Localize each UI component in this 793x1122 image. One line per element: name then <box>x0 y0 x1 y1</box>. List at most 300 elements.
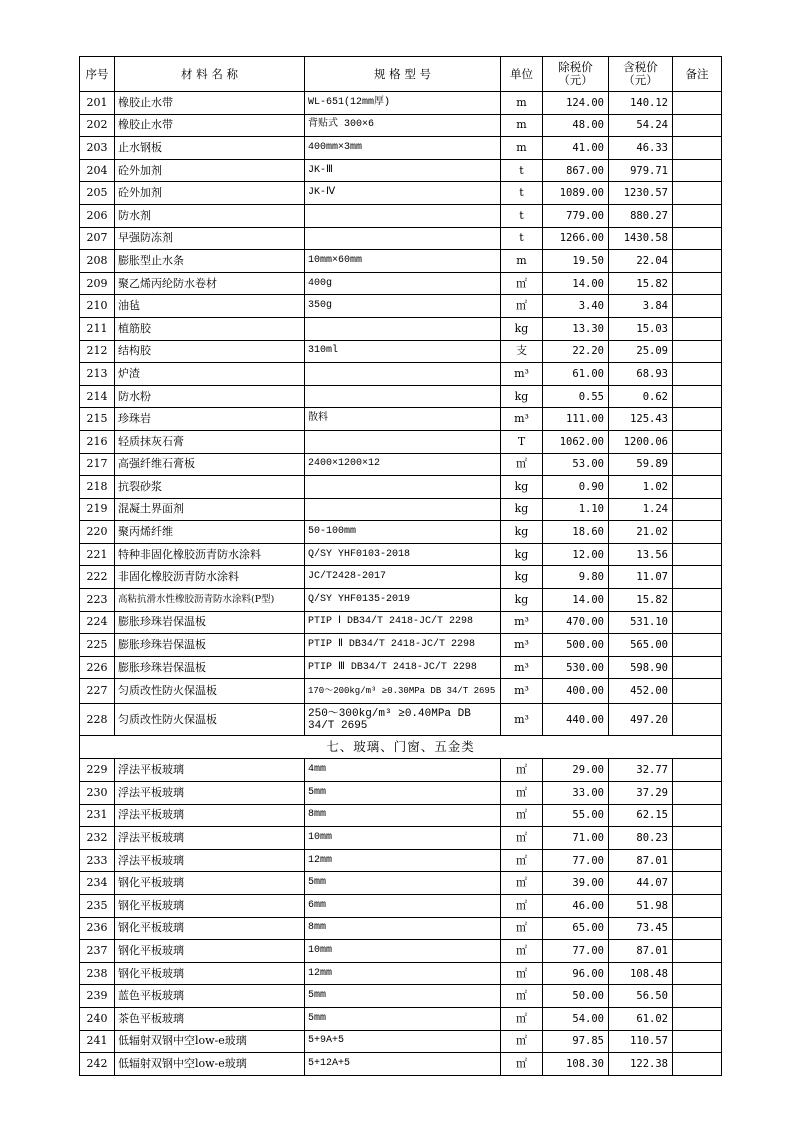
price-inc-tax-cell: 122.38 <box>609 1053 673 1076</box>
note-cell <box>673 476 722 499</box>
spec-model-cell: 5mm <box>305 1007 501 1030</box>
spec-model-cell: 8mm <box>305 804 501 827</box>
note-cell <box>673 543 722 566</box>
note-cell <box>673 1053 722 1076</box>
material-name-cell: 浮法平板玻璃 <box>115 759 305 782</box>
unit-cell: t <box>501 204 543 227</box>
price-ex-tax-cell: 14.00 <box>543 589 609 612</box>
row-number-cell: 240 <box>80 1007 115 1030</box>
price-inc-tax-cell: 51.98 <box>609 895 673 918</box>
price-ex-tax-cell: 41.00 <box>543 137 609 160</box>
spec-model-cell <box>305 498 501 521</box>
price-table <box>79 56 722 1076</box>
header-seq: 序号 <box>80 57 115 92</box>
spec-model-cell: 12mm <box>305 962 501 985</box>
material-name-cell: 钢化平板玻璃 <box>115 872 305 895</box>
table-row <box>80 827 722 850</box>
row-number-cell: 203 <box>80 137 115 160</box>
price-inc-tax-cell: 54.24 <box>609 114 673 137</box>
unit-cell: ㎡ <box>501 272 543 295</box>
unit-cell: kg <box>501 385 543 408</box>
price-inc-tax-cell: 598.90 <box>609 656 673 679</box>
note-cell <box>673 521 722 544</box>
spec-model-cell: Q/SY YHF0135-2019 <box>305 589 501 612</box>
price-inc-tax-cell: 56.50 <box>609 985 673 1008</box>
note-cell <box>673 827 722 850</box>
table-row <box>80 917 722 940</box>
material-name-cell: 轻质抹灰石膏 <box>115 430 305 453</box>
row-number-cell: 228 <box>80 704 115 736</box>
note-cell <box>673 759 722 782</box>
unit-cell: m³ <box>501 634 543 657</box>
material-name-cell: 砼外加剂 <box>115 182 305 205</box>
unit-cell: kg <box>501 476 543 499</box>
note-cell <box>673 227 722 250</box>
section-row <box>80 736 722 759</box>
unit-cell: ㎡ <box>501 940 543 963</box>
price-ex-tax-cell: 0.55 <box>543 385 609 408</box>
material-name-cell: 炉渣 <box>115 363 305 386</box>
spec-model-cell: 250～300kg/m³ ≥0.40MPa DB 34/T 2695 <box>305 704 501 736</box>
spec-model-cell: 50-100mm <box>305 521 501 544</box>
section-title: 七、玻璃、门窗、五金类 <box>80 736 722 759</box>
price-ex-tax-cell: 39.00 <box>543 872 609 895</box>
unit-cell: ㎡ <box>501 1030 543 1053</box>
unit-cell: ㎡ <box>501 849 543 872</box>
unit-cell: t <box>501 159 543 182</box>
price-ex-tax-cell: 46.00 <box>543 895 609 918</box>
material-name-cell: 混凝土界面剂 <box>115 498 305 521</box>
material-name-cell: 膨胀型止水条 <box>115 250 305 273</box>
price-inc-tax-cell: 3.84 <box>609 295 673 318</box>
price-ex-tax-cell: 1062.00 <box>543 430 609 453</box>
row-number-cell: 236 <box>80 917 115 940</box>
material-name-cell: 抗裂砂浆 <box>115 476 305 499</box>
price-ex-tax-cell: 19.50 <box>543 250 609 273</box>
table-row <box>80 940 722 963</box>
note-cell <box>673 679 722 704</box>
spec-model-cell: 350g <box>305 295 501 318</box>
row-number-cell: 219 <box>80 498 115 521</box>
row-number-cell: 216 <box>80 430 115 453</box>
table-row <box>80 92 722 115</box>
row-number-cell: 231 <box>80 804 115 827</box>
spec-model-cell: 310ml <box>305 340 501 363</box>
unit-cell: ㎡ <box>501 295 543 318</box>
row-number-cell: 232 <box>80 827 115 850</box>
table-row <box>80 295 722 318</box>
unit-cell: ㎡ <box>501 985 543 1008</box>
price-ex-tax-cell: 500.00 <box>543 634 609 657</box>
price-ex-tax-cell: 1266.00 <box>543 227 609 250</box>
material-name-cell: 低辐射双钢中空low-e玻璃 <box>115 1053 305 1076</box>
table-row <box>80 385 722 408</box>
header-row <box>80 57 722 92</box>
row-number-cell: 209 <box>80 272 115 295</box>
row-number-cell: 205 <box>80 182 115 205</box>
header-price-inc-tax-line2: （元） <box>623 73 658 87</box>
note-cell <box>673 250 722 273</box>
unit-cell: ㎡ <box>501 1053 543 1076</box>
header-price-ex-tax-line2: （元） <box>558 73 593 87</box>
note-cell <box>673 895 722 918</box>
note-cell <box>673 985 722 1008</box>
material-name-cell: 匀质改性防火保温板 <box>115 704 305 736</box>
spec-model-cell: PTIP Ⅱ DB34/T 2418-JC/T 2298 <box>305 634 501 657</box>
row-number-cell: 212 <box>80 340 115 363</box>
unit-cell: m³ <box>501 704 543 736</box>
note-cell <box>673 114 722 137</box>
row-number-cell: 241 <box>80 1030 115 1053</box>
row-number-cell: 211 <box>80 317 115 340</box>
spec-model-cell: JK-Ⅳ <box>305 182 501 205</box>
table-row <box>80 543 722 566</box>
price-ex-tax-cell: 71.00 <box>543 827 609 850</box>
price-ex-tax-cell: 12.00 <box>543 543 609 566</box>
price-ex-tax-cell: 440.00 <box>543 704 609 736</box>
table-row <box>80 227 722 250</box>
unit-cell: kg <box>501 589 543 612</box>
row-number-cell: 218 <box>80 476 115 499</box>
price-inc-tax-cell: 80.23 <box>609 827 673 850</box>
spec-model-cell <box>305 476 501 499</box>
note-cell <box>673 137 722 160</box>
row-number-cell: 221 <box>80 543 115 566</box>
price-inc-tax-cell: 11.07 <box>609 566 673 589</box>
note-cell <box>673 430 722 453</box>
row-number-cell: 202 <box>80 114 115 137</box>
row-number-cell: 217 <box>80 453 115 476</box>
material-name-cell: 钢化平板玻璃 <box>115 940 305 963</box>
material-name-cell: 钢化平板玻璃 <box>115 917 305 940</box>
unit-cell: ㎡ <box>501 895 543 918</box>
unit-cell: ㎡ <box>501 782 543 805</box>
price-ex-tax-cell: 111.00 <box>543 408 609 431</box>
row-number-cell: 210 <box>80 295 115 318</box>
table-row <box>80 182 722 205</box>
note-cell <box>673 385 722 408</box>
price-ex-tax-cell: 54.00 <box>543 1007 609 1030</box>
spec-model-cell: 8mm <box>305 917 501 940</box>
price-ex-tax-cell: 3.40 <box>543 295 609 318</box>
spec-model-cell: 5mm <box>305 872 501 895</box>
price-ex-tax-cell: 77.00 <box>543 940 609 963</box>
note-cell <box>673 182 722 205</box>
material-name-cell: 高强纤维石膏板 <box>115 453 305 476</box>
table-row <box>80 1030 722 1053</box>
row-number-cell: 235 <box>80 895 115 918</box>
unit-cell: m <box>501 137 543 160</box>
price-ex-tax-cell: 108.30 <box>543 1053 609 1076</box>
header-name: 材 料 名 称 <box>115 57 305 92</box>
material-name-cell: 膨胀珍珠岩保温板 <box>115 634 305 657</box>
price-ex-tax-cell: 22.20 <box>543 340 609 363</box>
row-number-cell: 222 <box>80 566 115 589</box>
note-cell <box>673 408 722 431</box>
price-ex-tax-cell: 9.80 <box>543 566 609 589</box>
price-inc-tax-cell: 15.82 <box>609 272 673 295</box>
note-cell <box>673 340 722 363</box>
note-cell <box>673 804 722 827</box>
material-name-cell: 防水粉 <box>115 385 305 408</box>
row-number-cell: 237 <box>80 940 115 963</box>
material-name-cell: 砼外加剂 <box>115 159 305 182</box>
note-cell <box>673 940 722 963</box>
spec-model-cell: PTIP Ⅰ DB34/T 2418-JC/T 2298 <box>305 611 501 634</box>
price-ex-tax-cell: 124.00 <box>543 92 609 115</box>
spec-model-cell: 10mm <box>305 827 501 850</box>
price-ex-tax-cell: 48.00 <box>543 114 609 137</box>
material-name-cell: 油毡 <box>115 295 305 318</box>
price-inc-tax-cell: 61.02 <box>609 1007 673 1030</box>
price-ex-tax-cell: 96.00 <box>543 962 609 985</box>
price-ex-tax-cell: 61.00 <box>543 363 609 386</box>
unit-cell: 支 <box>501 340 543 363</box>
table-row <box>80 804 722 827</box>
unit-cell: m³ <box>501 408 543 431</box>
spec-model-cell: JK-Ⅲ <box>305 159 501 182</box>
material-name-cell: 膨胀珍珠岩保温板 <box>115 656 305 679</box>
price-inc-tax-cell: 1.24 <box>609 498 673 521</box>
unit-cell: kg <box>501 566 543 589</box>
material-name-cell: 钢化平板玻璃 <box>115 962 305 985</box>
price-inc-tax-cell: 108.48 <box>609 962 673 985</box>
header-unit: 单位 <box>501 57 543 92</box>
table-row <box>80 498 722 521</box>
row-number-cell: 242 <box>80 1053 115 1076</box>
table-row <box>80 272 722 295</box>
price-inc-tax-cell: 46.33 <box>609 137 673 160</box>
price-ex-tax-cell: 779.00 <box>543 204 609 227</box>
table-row <box>80 589 722 612</box>
note-cell <box>673 566 722 589</box>
material-name-cell: 浮法平板玻璃 <box>115 804 305 827</box>
price-inc-tax-cell: 125.43 <box>609 408 673 431</box>
row-number-cell: 227 <box>80 679 115 704</box>
price-ex-tax-cell: 14.00 <box>543 272 609 295</box>
price-ex-tax-cell: 400.00 <box>543 679 609 704</box>
header-price-ex-tax <box>543 57 609 92</box>
unit-cell: m³ <box>501 679 543 704</box>
price-inc-tax-cell: 62.15 <box>609 804 673 827</box>
spec-model-cell: 10mm×60mm <box>305 250 501 273</box>
table-row <box>80 679 722 704</box>
price-inc-tax-cell: 979.71 <box>609 159 673 182</box>
price-inc-tax-cell: 73.45 <box>609 917 673 940</box>
material-name-cell: 高粘抗滑水性橡胶沥青防水涂料(P型) <box>115 589 305 612</box>
row-number-cell: 230 <box>80 782 115 805</box>
material-name-cell: 止水钢板 <box>115 137 305 160</box>
row-number-cell: 206 <box>80 204 115 227</box>
row-number-cell: 220 <box>80 521 115 544</box>
price-inc-tax-cell: 13.56 <box>609 543 673 566</box>
price-ex-tax-cell: 29.00 <box>543 759 609 782</box>
material-name-cell: 低辐射双钢中空low-e玻璃 <box>115 1030 305 1053</box>
price-inc-tax-cell: 44.07 <box>609 872 673 895</box>
unit-cell: m³ <box>501 656 543 679</box>
price-ex-tax-cell: 13.30 <box>543 317 609 340</box>
table-row <box>80 408 722 431</box>
row-number-cell: 213 <box>80 363 115 386</box>
material-name-cell: 蓝色平板玻璃 <box>115 985 305 1008</box>
price-ex-tax-cell: 0.90 <box>543 476 609 499</box>
price-ex-tax-cell: 470.00 <box>543 611 609 634</box>
table-row <box>80 159 722 182</box>
note-cell <box>673 872 722 895</box>
table-row <box>80 363 722 386</box>
table-row <box>80 204 722 227</box>
note-cell <box>673 611 722 634</box>
spec-model-cell: 5+9A+5 <box>305 1030 501 1053</box>
price-inc-tax-cell: 452.00 <box>609 679 673 704</box>
table-row <box>80 872 722 895</box>
row-number-cell: 239 <box>80 985 115 1008</box>
unit-cell: T <box>501 430 543 453</box>
note-cell <box>673 849 722 872</box>
note-cell <box>673 159 722 182</box>
material-name-cell: 橡胶止水带 <box>115 92 305 115</box>
unit-cell: ㎡ <box>501 1007 543 1030</box>
spec-model-cell <box>305 385 501 408</box>
table-row <box>80 962 722 985</box>
unit-cell: ㎡ <box>501 917 543 940</box>
material-name-cell: 非固化橡胶沥青防水涂料 <box>115 566 305 589</box>
unit-cell: kg <box>501 317 543 340</box>
unit-cell: m³ <box>501 363 543 386</box>
price-inc-tax-cell: 15.82 <box>609 589 673 612</box>
table-row <box>80 611 722 634</box>
table-row <box>80 137 722 160</box>
price-ex-tax-cell: 530.00 <box>543 656 609 679</box>
unit-cell: kg <box>501 498 543 521</box>
unit-cell: ㎡ <box>501 804 543 827</box>
table-row <box>80 476 722 499</box>
price-inc-tax-cell: 110.57 <box>609 1030 673 1053</box>
row-number-cell: 208 <box>80 250 115 273</box>
unit-cell: kg <box>501 543 543 566</box>
unit-cell: ㎡ <box>501 453 543 476</box>
spec-model-cell <box>305 317 501 340</box>
price-inc-tax-cell: 1.02 <box>609 476 673 499</box>
price-ex-tax-cell: 1089.00 <box>543 182 609 205</box>
spec-model-cell: 400g <box>305 272 501 295</box>
price-ex-tax-cell: 65.00 <box>543 917 609 940</box>
note-cell <box>673 589 722 612</box>
table-row <box>80 634 722 657</box>
material-name-cell: 茶色平板玻璃 <box>115 1007 305 1030</box>
note-cell <box>673 704 722 736</box>
unit-cell: ㎡ <box>501 962 543 985</box>
material-name-cell: 珍珠岩 <box>115 408 305 431</box>
row-number-cell: 214 <box>80 385 115 408</box>
material-name-cell: 结构胶 <box>115 340 305 363</box>
price-inc-tax-cell: 140.12 <box>609 92 673 115</box>
price-inc-tax-cell: 1200.06 <box>609 430 673 453</box>
table-row <box>80 985 722 1008</box>
material-name-cell: 浮法平板玻璃 <box>115 827 305 850</box>
table-row <box>80 250 722 273</box>
table-row <box>80 849 722 872</box>
note-cell <box>673 1007 722 1030</box>
spec-model-cell <box>305 204 501 227</box>
header-price-ex-tax-line1: 除税价 <box>558 60 593 74</box>
price-inc-tax-cell: 32.77 <box>609 759 673 782</box>
unit-cell: kg <box>501 521 543 544</box>
price-ex-tax-cell: 50.00 <box>543 985 609 1008</box>
unit-cell: m³ <box>501 611 543 634</box>
unit-cell: ㎡ <box>501 759 543 782</box>
spec-model-cell: 12mm <box>305 849 501 872</box>
unit-cell: m <box>501 114 543 137</box>
table-row <box>80 759 722 782</box>
header-spec: 规 格 型 号 <box>305 57 501 92</box>
material-name-cell: 膨胀珍珠岩保温板 <box>115 611 305 634</box>
material-name-cell: 聚乙烯丙纶防水卷材 <box>115 272 305 295</box>
spec-model-cell: 400mm×3mm <box>305 137 501 160</box>
spec-model-cell: PTIP Ⅲ DB34/T 2418-JC/T 2298 <box>305 656 501 679</box>
material-name-cell: 特种非固化橡胶沥青防水涂料 <box>115 543 305 566</box>
price-inc-tax-cell: 25.09 <box>609 340 673 363</box>
material-name-cell: 浮法平板玻璃 <box>115 849 305 872</box>
price-inc-tax-cell: 531.10 <box>609 611 673 634</box>
price-inc-tax-cell: 87.01 <box>609 940 673 963</box>
row-number-cell: 201 <box>80 92 115 115</box>
spec-model-cell: 5mm <box>305 782 501 805</box>
row-number-cell: 226 <box>80 656 115 679</box>
note-cell <box>673 295 722 318</box>
row-number-cell: 225 <box>80 634 115 657</box>
price-ex-tax-cell: 97.85 <box>543 1030 609 1053</box>
spec-model-cell: Q/SY YHF0103-2018 <box>305 543 501 566</box>
material-name-cell: 橡胶止水带 <box>115 114 305 137</box>
table-row <box>80 895 722 918</box>
note-cell <box>673 634 722 657</box>
spec-model-cell: WL-651(12mm厚) <box>305 92 501 115</box>
row-number-cell: 229 <box>80 759 115 782</box>
price-ex-tax-cell: 53.00 <box>543 453 609 476</box>
spec-model-cell: 背贴式 300×6 <box>305 114 501 137</box>
price-inc-tax-cell: 497.20 <box>609 704 673 736</box>
spec-model-cell: 10mm <box>305 940 501 963</box>
price-ex-tax-cell: 77.00 <box>543 849 609 872</box>
spec-model-cell: 5mm <box>305 985 501 1008</box>
note-cell <box>673 656 722 679</box>
material-name-cell: 聚丙烯纤维 <box>115 521 305 544</box>
spec-model-cell <box>305 227 501 250</box>
spec-model-cell: 2400×1200×12 <box>305 453 501 476</box>
price-inc-tax-cell: 1230.57 <box>609 182 673 205</box>
unit-cell: t <box>501 182 543 205</box>
price-ex-tax-cell: 1.10 <box>543 498 609 521</box>
price-ex-tax-cell: 55.00 <box>543 804 609 827</box>
material-name-cell: 浮法平板玻璃 <box>115 782 305 805</box>
price-inc-tax-cell: 37.29 <box>609 782 673 805</box>
note-cell <box>673 363 722 386</box>
note-cell <box>673 204 722 227</box>
price-inc-tax-cell: 59.89 <box>609 453 673 476</box>
unit-cell: m <box>501 92 543 115</box>
table-row <box>80 521 722 544</box>
note-cell <box>673 453 722 476</box>
row-number-cell: 204 <box>80 159 115 182</box>
row-number-cell: 238 <box>80 962 115 985</box>
note-cell <box>673 917 722 940</box>
material-name-cell: 防水剂 <box>115 204 305 227</box>
spec-model-cell: 170～200kg/m³ ≥0.30MPa DB 34/T 2695 <box>305 679 501 704</box>
price-inc-tax-cell: 68.93 <box>609 363 673 386</box>
unit-cell: m <box>501 250 543 273</box>
spec-model-cell <box>305 430 501 453</box>
